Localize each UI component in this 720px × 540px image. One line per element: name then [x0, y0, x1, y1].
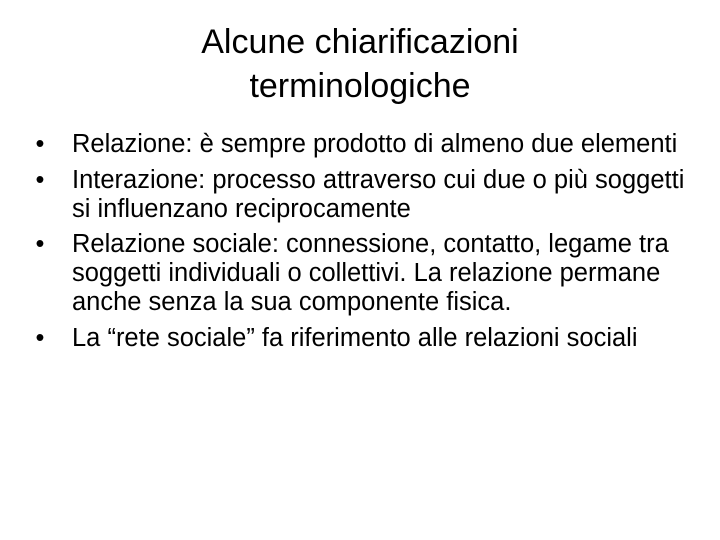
bullet-item-interazione: [30, 166, 690, 224]
bullet-item-relazione: [30, 130, 690, 159]
bullet-text: La “rete sociale” fa riferimento alle relazioni sociali: [72, 323, 638, 352]
bullet-dot-icon: •: [35, 165, 45, 194]
bullet-item-rete-sociale: [30, 324, 690, 353]
bullet-list: [30, 130, 690, 360]
slide-title: [60, 20, 660, 108]
title-line-1: Alcune chiarificazioni: [201, 23, 519, 61]
bullet-dot-icon: •: [35, 130, 45, 158]
bullet-text: Relazione sociale: connessione, contatto, legame tra soggetti individuali o collettivi. La relazione permane anche senza la sua componente fisica.: [72, 230, 669, 317]
bullet-dot-icon: •: [35, 323, 45, 352]
bullet-dot-icon: •: [35, 230, 45, 259]
bullet-text: Relazione: è sempre prodotto di almeno due elementi: [72, 130, 678, 158]
bullet-text: Interazione: processo attraverso cui due o più soggetti si influenzano reciprocamente: [72, 165, 685, 223]
title-line-2: terminologiche: [249, 67, 471, 106]
bullet-item-relazione-sociale: [30, 230, 690, 316]
